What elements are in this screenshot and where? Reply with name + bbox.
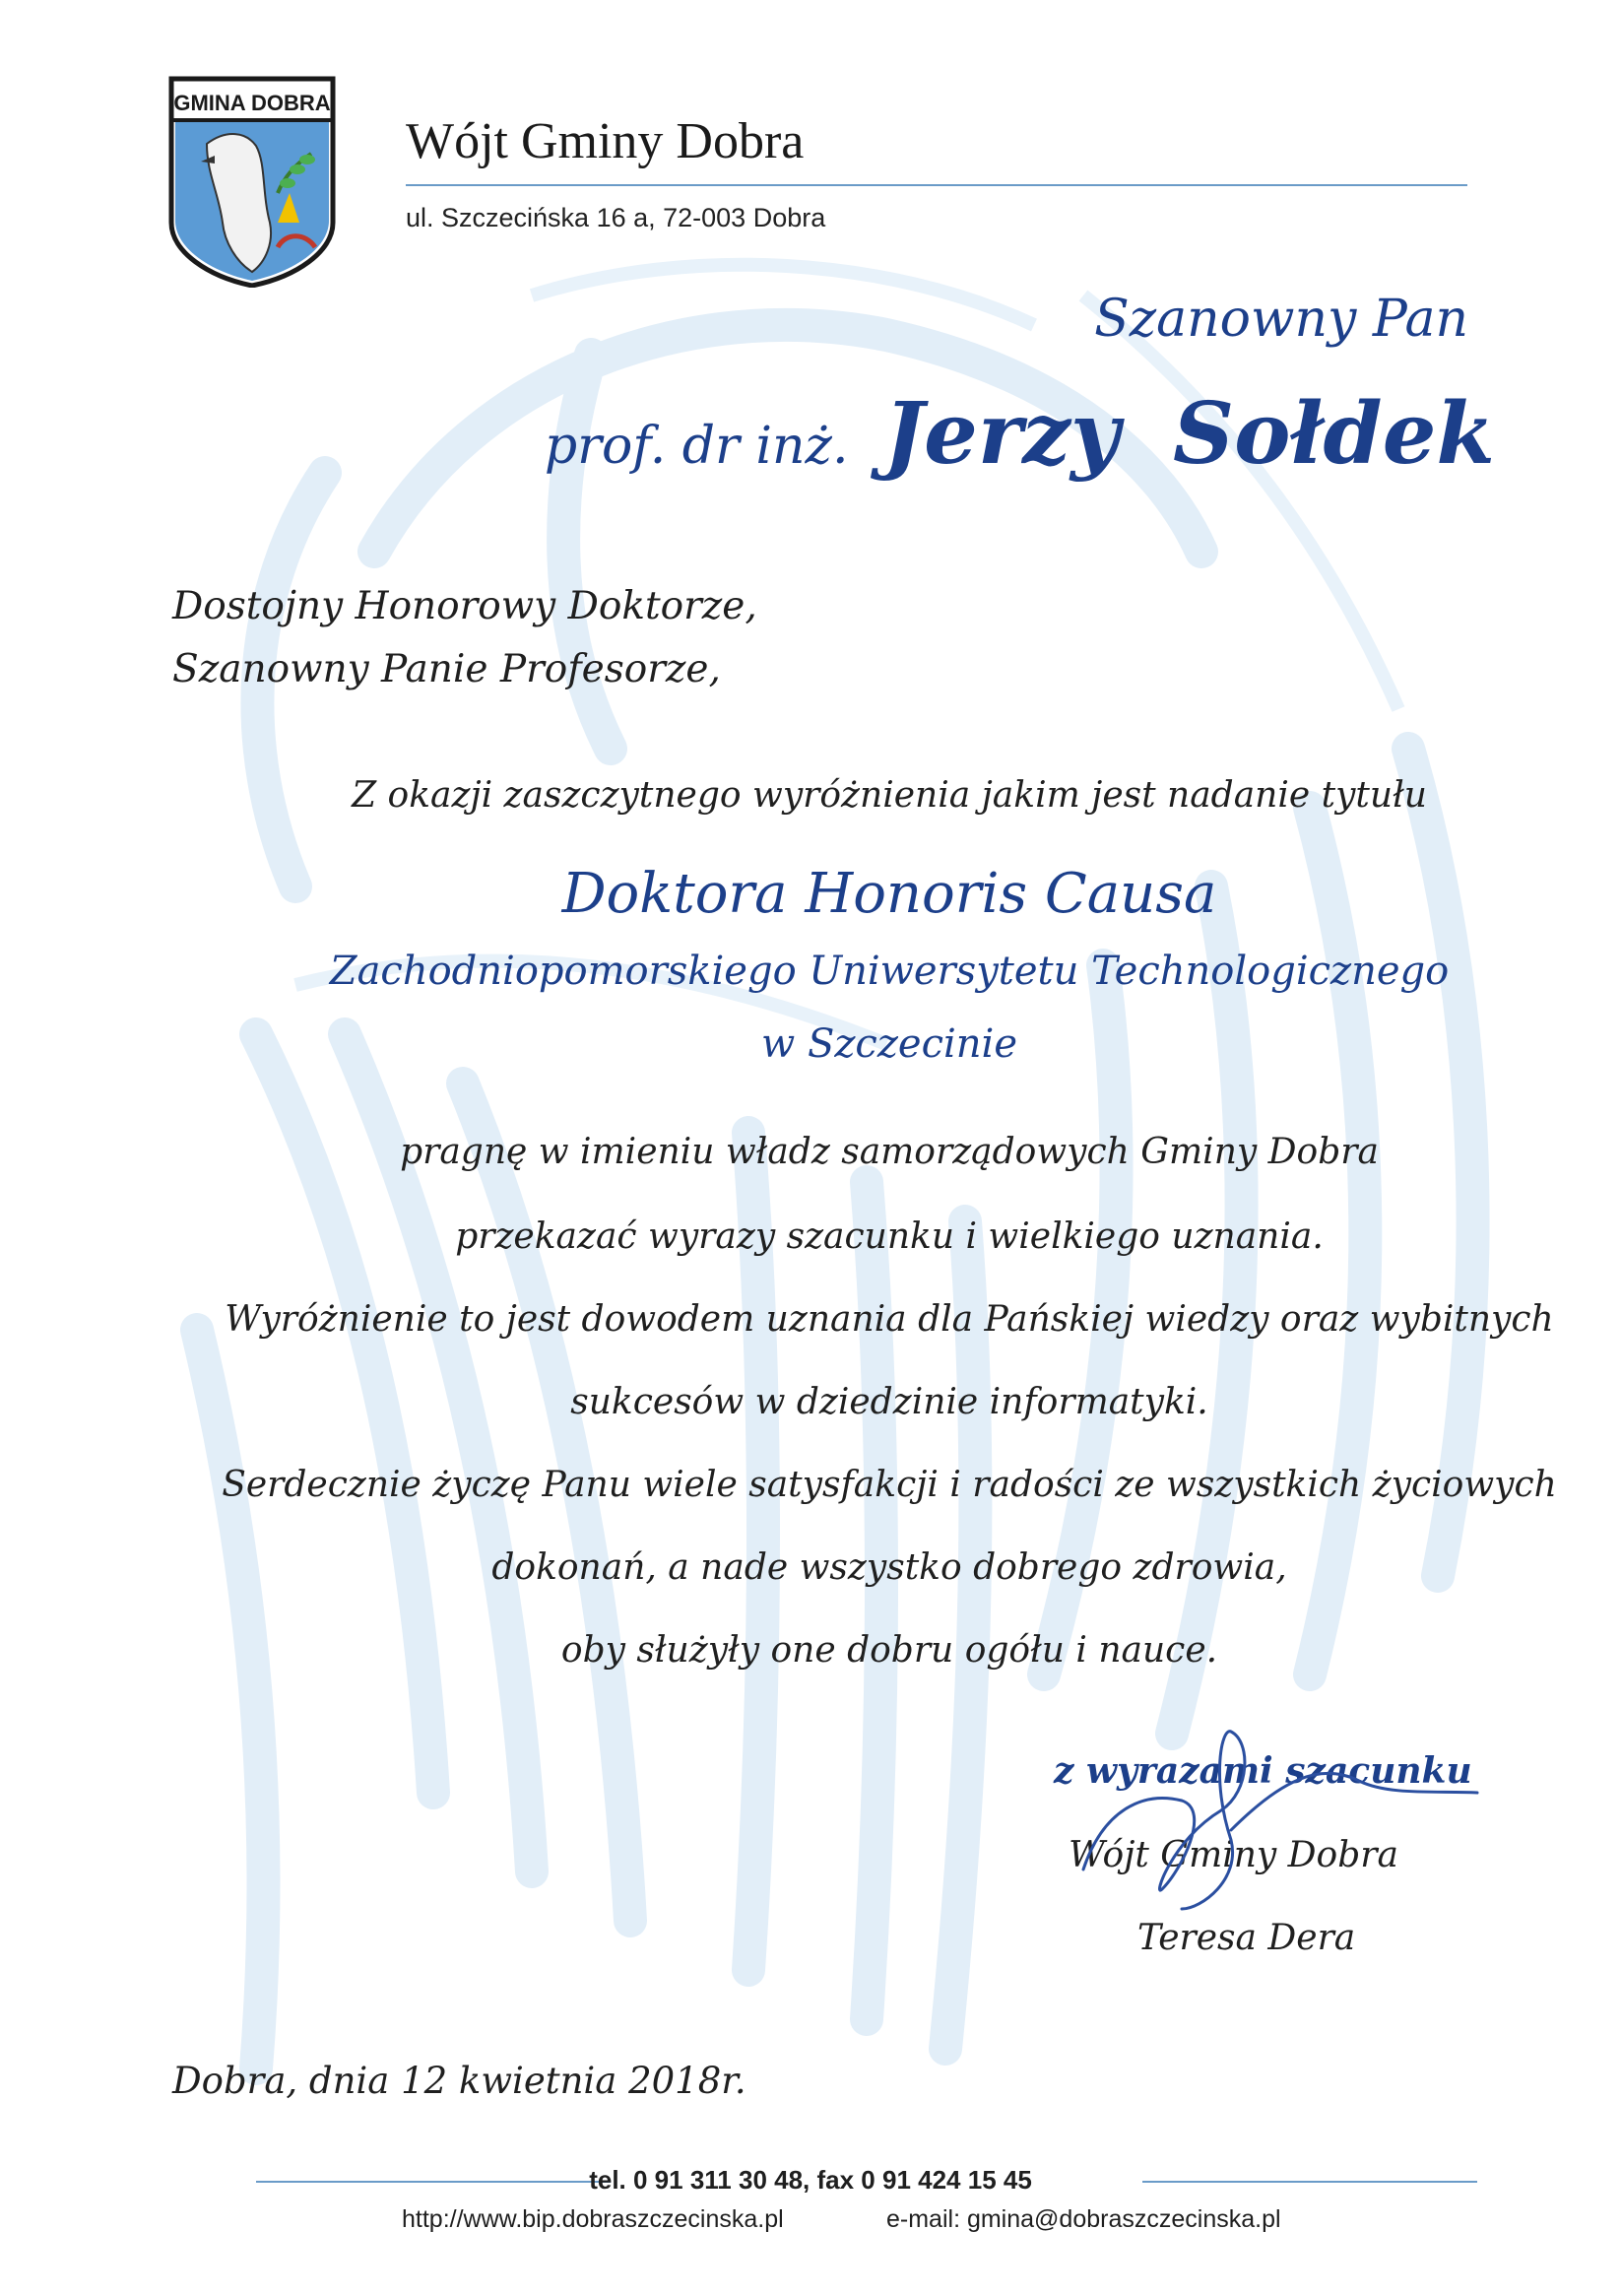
- header-title: Wójt Gminy Dobra: [406, 113, 805, 169]
- closing-regards: z wyrazami szacunku: [1054, 1750, 1472, 1792]
- recipient-last-name: Sołdek: [1173, 384, 1495, 484]
- date-line: Dobra, dnia 12 kwietnia 2018r.: [172, 2060, 746, 2102]
- body-line: Wyróżnienie to jest dowodem uznania dla Pańskiej wiedzy oraz wybitnych: [225, 1299, 1554, 1340]
- body-line: oby służyły one dobru ogółu i nauce.: [560, 1630, 1218, 1671]
- gmina-dobra-crest-logo: [167, 75, 337, 288]
- award-title: Doktora Honoris Causa: [561, 862, 1217, 926]
- footer-phone-fax: tel. 0 91 311 30 48, fax 0 91 424 15 45: [589, 2165, 1032, 2195]
- greeting-line-2: Szanowny Panie Profesorze,: [172, 647, 721, 691]
- body-line: dokonań, a nade wszystko dobrego zdrowia,: [491, 1547, 1287, 1588]
- greeting-line-1: Dostojny Honorowy Doktorze,: [172, 584, 757, 628]
- recipient-salutation: Szanowny Pan: [1094, 290, 1468, 349]
- recipient-full-name: [883, 384, 1495, 484]
- award-university: Zachodniopomorskiego Uniwersytetu Technologicznego: [329, 949, 1450, 994]
- header-divider: [406, 184, 1467, 186]
- header-address: ul. Szczecińska 16 a, 72-003 Dobra: [406, 203, 826, 232]
- recipient-name-line: [544, 384, 1495, 484]
- award-city: w Szczecinie: [761, 1021, 1017, 1067]
- body-line: Serdecznie życzę Panu wiele satysfakcji i radości ze wszystkich życiowych: [222, 1465, 1557, 1505]
- award-intro: Z okazji zaszczytnego wyróżnienia jakim jest nadanie tytułu: [352, 775, 1427, 816]
- closing-signatory-name: Teresa Dera: [1137, 1918, 1356, 1958]
- body-line: przekazać wyrazy szacunku i wielkiego uznania.: [455, 1216, 1324, 1257]
- body-line: pragnę w imieniu władz samorządowych Gminy Dobra: [400, 1132, 1379, 1172]
- footer-website-link[interactable]: http://www.bip.dobraszczecinska.pl: [402, 2205, 784, 2233]
- crest-label-text: GMINA DOBRA: [173, 91, 331, 115]
- body-line: sukcesów w dziedzinie informatyki.: [570, 1382, 1208, 1422]
- footer-email-link[interactable]: e-mail: gmina@dobraszczecinska.pl: [886, 2205, 1281, 2233]
- recipient-titles: prof. dr inż.: [544, 417, 849, 476]
- recipient-first-name: Jerzy: [883, 384, 1120, 484]
- closing-role: Wójt Gminy Dobra: [1069, 1835, 1398, 1875]
